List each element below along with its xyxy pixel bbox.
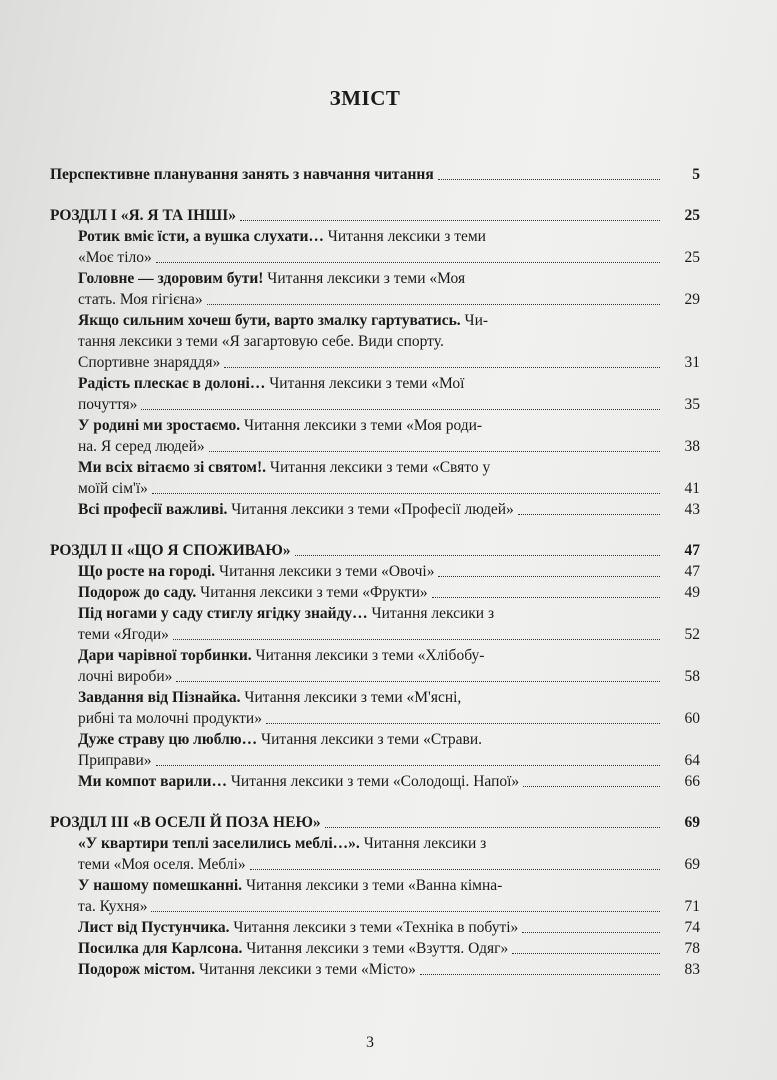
entry-description: теми «Ягоди» (78, 626, 169, 643)
toc-entry (78, 917, 700, 938)
entry-line (78, 771, 700, 792)
entry-line (78, 854, 700, 875)
entry-line (78, 896, 700, 917)
entry-line (78, 750, 700, 771)
toc-page-number: 60 (684, 710, 700, 727)
toc-page-number: 43 (684, 501, 700, 518)
entry-description: Читання лексики з теми «Мої (265, 375, 465, 392)
toc-page-number: 58 (684, 668, 700, 685)
entry-line (78, 833, 700, 854)
toc-page-number: 66 (684, 773, 700, 790)
entry-description: Читання лексики з теми (323, 228, 486, 245)
entry-first-line (78, 938, 508, 959)
leader-dots (266, 723, 660, 724)
entry-line (78, 561, 700, 582)
entry-bold-title: Радість плескає в долоні… (78, 375, 266, 392)
leader-dots (240, 220, 660, 221)
toc-section-heading (50, 540, 700, 561)
entry-line (78, 624, 700, 645)
entry-line (78, 708, 700, 729)
entry-line (78, 499, 700, 520)
toc-intro (50, 164, 700, 185)
toc-page-number: 31 (684, 354, 700, 371)
entry-first-line (78, 731, 482, 748)
leader-dots (438, 179, 660, 180)
entry-first-line (78, 959, 416, 980)
toc-page-number: 47 (684, 563, 700, 580)
entry-description: Читання лексики з теми «Взуття. Одяг» (242, 940, 509, 957)
entry-description: Читання лексики з теми «Професії людей» (227, 501, 514, 518)
entry-line (78, 310, 700, 331)
entry-bold-title: Під ногами у саду стиглу ягідку знайду… (78, 605, 368, 622)
entry-line (78, 666, 700, 687)
entry-line (78, 875, 700, 896)
entry-first-line (78, 228, 486, 245)
entry-bold-title: Завдання від Пізнайка. (78, 689, 241, 706)
toc-page-number: 69 (684, 856, 700, 873)
toc-page-number: 47 (684, 542, 700, 559)
leader-dots (518, 514, 660, 515)
leader-dots (207, 304, 660, 305)
entry-first-line (78, 270, 465, 287)
toc-entry (78, 875, 700, 917)
entry-description: лочні вироби» (78, 668, 173, 685)
entry-first-line (78, 417, 482, 434)
toc-page-number: 64 (684, 752, 700, 769)
entry-description: Читання лексики з теми «Техніка в побуті» (229, 919, 519, 936)
entry-line (78, 247, 700, 268)
toc-entry (78, 771, 700, 792)
entry-bold-title: Подорож до саду. (78, 584, 197, 601)
toc-entry (78, 645, 700, 687)
leader-dots (152, 493, 660, 494)
toc-page-number: 78 (684, 940, 700, 957)
toc-entry (78, 959, 700, 980)
entry-bold-title: Ми всіх вітаємо зі святом!. (78, 459, 267, 476)
toc-page-number: 25 (684, 207, 700, 224)
entry-description: теми «Моя оселя. Меблі» (78, 856, 246, 873)
toc-entry (78, 226, 700, 268)
leader-dots (295, 555, 660, 556)
entry-first-line (78, 375, 465, 392)
entry-line (78, 394, 700, 415)
entry-bold-title: «У квартири теплі заселились меблі…». (78, 835, 360, 852)
toc-entry (78, 310, 700, 373)
entry-description: «Моє тіло» (78, 249, 152, 266)
entry-first-line (78, 877, 502, 894)
entry-description: Спортивне знаряддя» (78, 354, 221, 371)
toc-entry (78, 833, 700, 875)
leader-dots (420, 974, 660, 975)
toc-entry (78, 457, 700, 499)
toc-entry (78, 499, 700, 520)
entry-bold-title: Подорож містом. (78, 961, 196, 978)
toc-page-number: 38 (684, 438, 700, 455)
entry-description: на. Я серед людей» (78, 438, 205, 455)
entry-bold-title: Всі професії важливі. (78, 501, 228, 518)
entry-line (78, 645, 700, 666)
entry-description: Читання лексики з теми «М'ясні, (240, 689, 462, 706)
toc-page-number: 69 (684, 814, 700, 831)
leader-dots (224, 367, 660, 368)
toc-entry (78, 268, 700, 310)
entry-bold-title: Головне — здоровим бути! (78, 270, 264, 287)
entry-description: Чи- (460, 312, 489, 329)
entry-bold-title: Що росте на городі. (78, 563, 216, 580)
toc-entry (78, 373, 700, 415)
entry-line (78, 582, 700, 603)
entry-bold-title: У нашому помешканні. (78, 877, 243, 894)
toc-entry (78, 687, 700, 729)
entry-description: Читання лексики з теми «Ванна кімна- (242, 877, 503, 894)
entry-first-line (78, 499, 514, 520)
entry-line (78, 352, 700, 373)
leader-dots (250, 869, 660, 870)
leader-dots (176, 681, 660, 682)
entry-line (78, 457, 700, 478)
entry-first-line (78, 605, 494, 622)
toc-entry (78, 582, 700, 603)
toc-page-number: 49 (684, 584, 700, 601)
toc-page-number: 25 (684, 249, 700, 266)
entry-bold-title: Дари чарівної торбинки. (78, 647, 252, 664)
entry-bold-title: Якщо сильним хочеш бути, варто змалку гартуватись. (78, 312, 461, 329)
entry-description: моїй сім'ї» (78, 480, 148, 497)
entry-first-line (78, 689, 461, 706)
entry-bold-title: Дуже страву цю люблю… (78, 731, 258, 748)
entry-bold-title: У родині ми зростаємо. (78, 417, 241, 434)
entry-description: Читання лексики з теми «Овочі» (215, 563, 435, 580)
entry-bold-title: Ми компот варили… (78, 773, 227, 790)
toc-section-heading (50, 812, 700, 833)
leader-dots (512, 953, 660, 954)
entry-line (78, 415, 700, 436)
entry-first-line (78, 312, 488, 329)
section-heading-text: РОЗДІЛ ІІ «ЩО Я СПОЖИВАЮ» (50, 542, 291, 559)
leader-dots (523, 786, 660, 787)
toc-section-heading (50, 205, 700, 226)
entry-description: почуття» (78, 396, 138, 413)
leader-dots (141, 409, 660, 410)
leader-dots (325, 827, 660, 828)
entry-description: стать. Моя гігієна» (78, 291, 203, 308)
leader-dots (151, 911, 660, 912)
entry-description: Читання лексики з теми «Солодощі. Напої» (226, 773, 520, 790)
entry-description: та. Кухня» (78, 898, 148, 915)
entry-description: Читання лексики з теми «Страви. (257, 731, 483, 748)
entry-line (78, 687, 700, 708)
entry-first-line (78, 647, 484, 664)
entry-first-line (78, 561, 434, 582)
leader-dots (209, 451, 660, 452)
toc-page-number: 83 (684, 961, 700, 978)
entry-description: Читання лексики з теми «Фрукти» (196, 584, 428, 601)
entry-first-line (78, 459, 490, 476)
entry-first-line (78, 771, 519, 792)
leader-dots (438, 576, 660, 577)
entry-line (78, 226, 700, 247)
entry-line (78, 959, 700, 980)
entry-line (78, 729, 700, 750)
entry-description: Читання лексики з теми «Хлібобу- (251, 647, 485, 664)
entry-bold-title: Ротик вміє їсти, а вушка слухати… (78, 228, 324, 245)
toc-entry (78, 729, 700, 771)
entry-description: Читання лексики з теми «Моя роди- (240, 417, 483, 434)
entry-description: Приправи» (78, 752, 152, 769)
entry-description: рибні та молочні продукти» (78, 710, 262, 727)
entry-line (78, 603, 700, 624)
entry-description: Читання лексики з (367, 605, 495, 622)
toc-page-number: 74 (684, 919, 700, 936)
toc-page-number: 41 (684, 480, 700, 497)
toc-page-number: 71 (684, 898, 700, 915)
toc-entry (78, 603, 700, 645)
toc-page-number: 29 (684, 291, 700, 308)
entry-line (78, 917, 700, 938)
entry-line (78, 268, 700, 289)
entry-bold-title: Лист від Пустунчика. (78, 919, 230, 936)
entry-line (78, 436, 700, 457)
table-of-contents (50, 164, 700, 980)
entry-line (78, 478, 700, 499)
entry-bold-title: Посилка для Карлсона. (78, 940, 243, 957)
entry-description: Читання лексики з теми «Свято у (266, 459, 491, 476)
entry-description: Читання лексики з теми «Місто» (195, 961, 416, 978)
leader-dots (156, 262, 660, 263)
page-title: ЗМІСТ (329, 86, 401, 110)
entry-description: тання лексики з теми «Я загартовую себе. Види спорту. (78, 333, 444, 350)
page-footer-number: 3 (366, 1034, 374, 1051)
entry-first-line (78, 835, 486, 852)
toc-entry (78, 938, 700, 959)
entry-first-line (78, 917, 518, 938)
entry-first-line (78, 582, 428, 603)
section-heading-text: РОЗДІЛ ІІІ «В ОСЕЛІ Й ПОЗА НЕЮ» (50, 814, 321, 831)
toc-page-number: 52 (684, 626, 700, 643)
section-gap (50, 792, 700, 806)
entry-description: Читання лексики з (359, 835, 487, 852)
entry-description: Читання лексики з теми «Моя (263, 270, 466, 287)
leader-dots (156, 765, 660, 766)
section-gap (50, 520, 700, 534)
toc-entry (78, 415, 700, 457)
entry-line (78, 289, 700, 310)
toc-page-number: 35 (684, 396, 700, 413)
entry-line (78, 373, 700, 394)
leader-dots (173, 639, 660, 640)
leader-dots (432, 597, 660, 598)
leader-dots (522, 932, 660, 933)
toc-page-number: 5 (692, 166, 700, 183)
toc-intro-text: Перспективне планування занять з навчання читання (50, 166, 434, 183)
section-heading-text: РОЗДІЛ І «Я. Я ТА ІНШІ» (50, 207, 236, 224)
entry-line (78, 938, 700, 959)
toc-entry (78, 561, 700, 582)
entry-line (78, 331, 700, 352)
